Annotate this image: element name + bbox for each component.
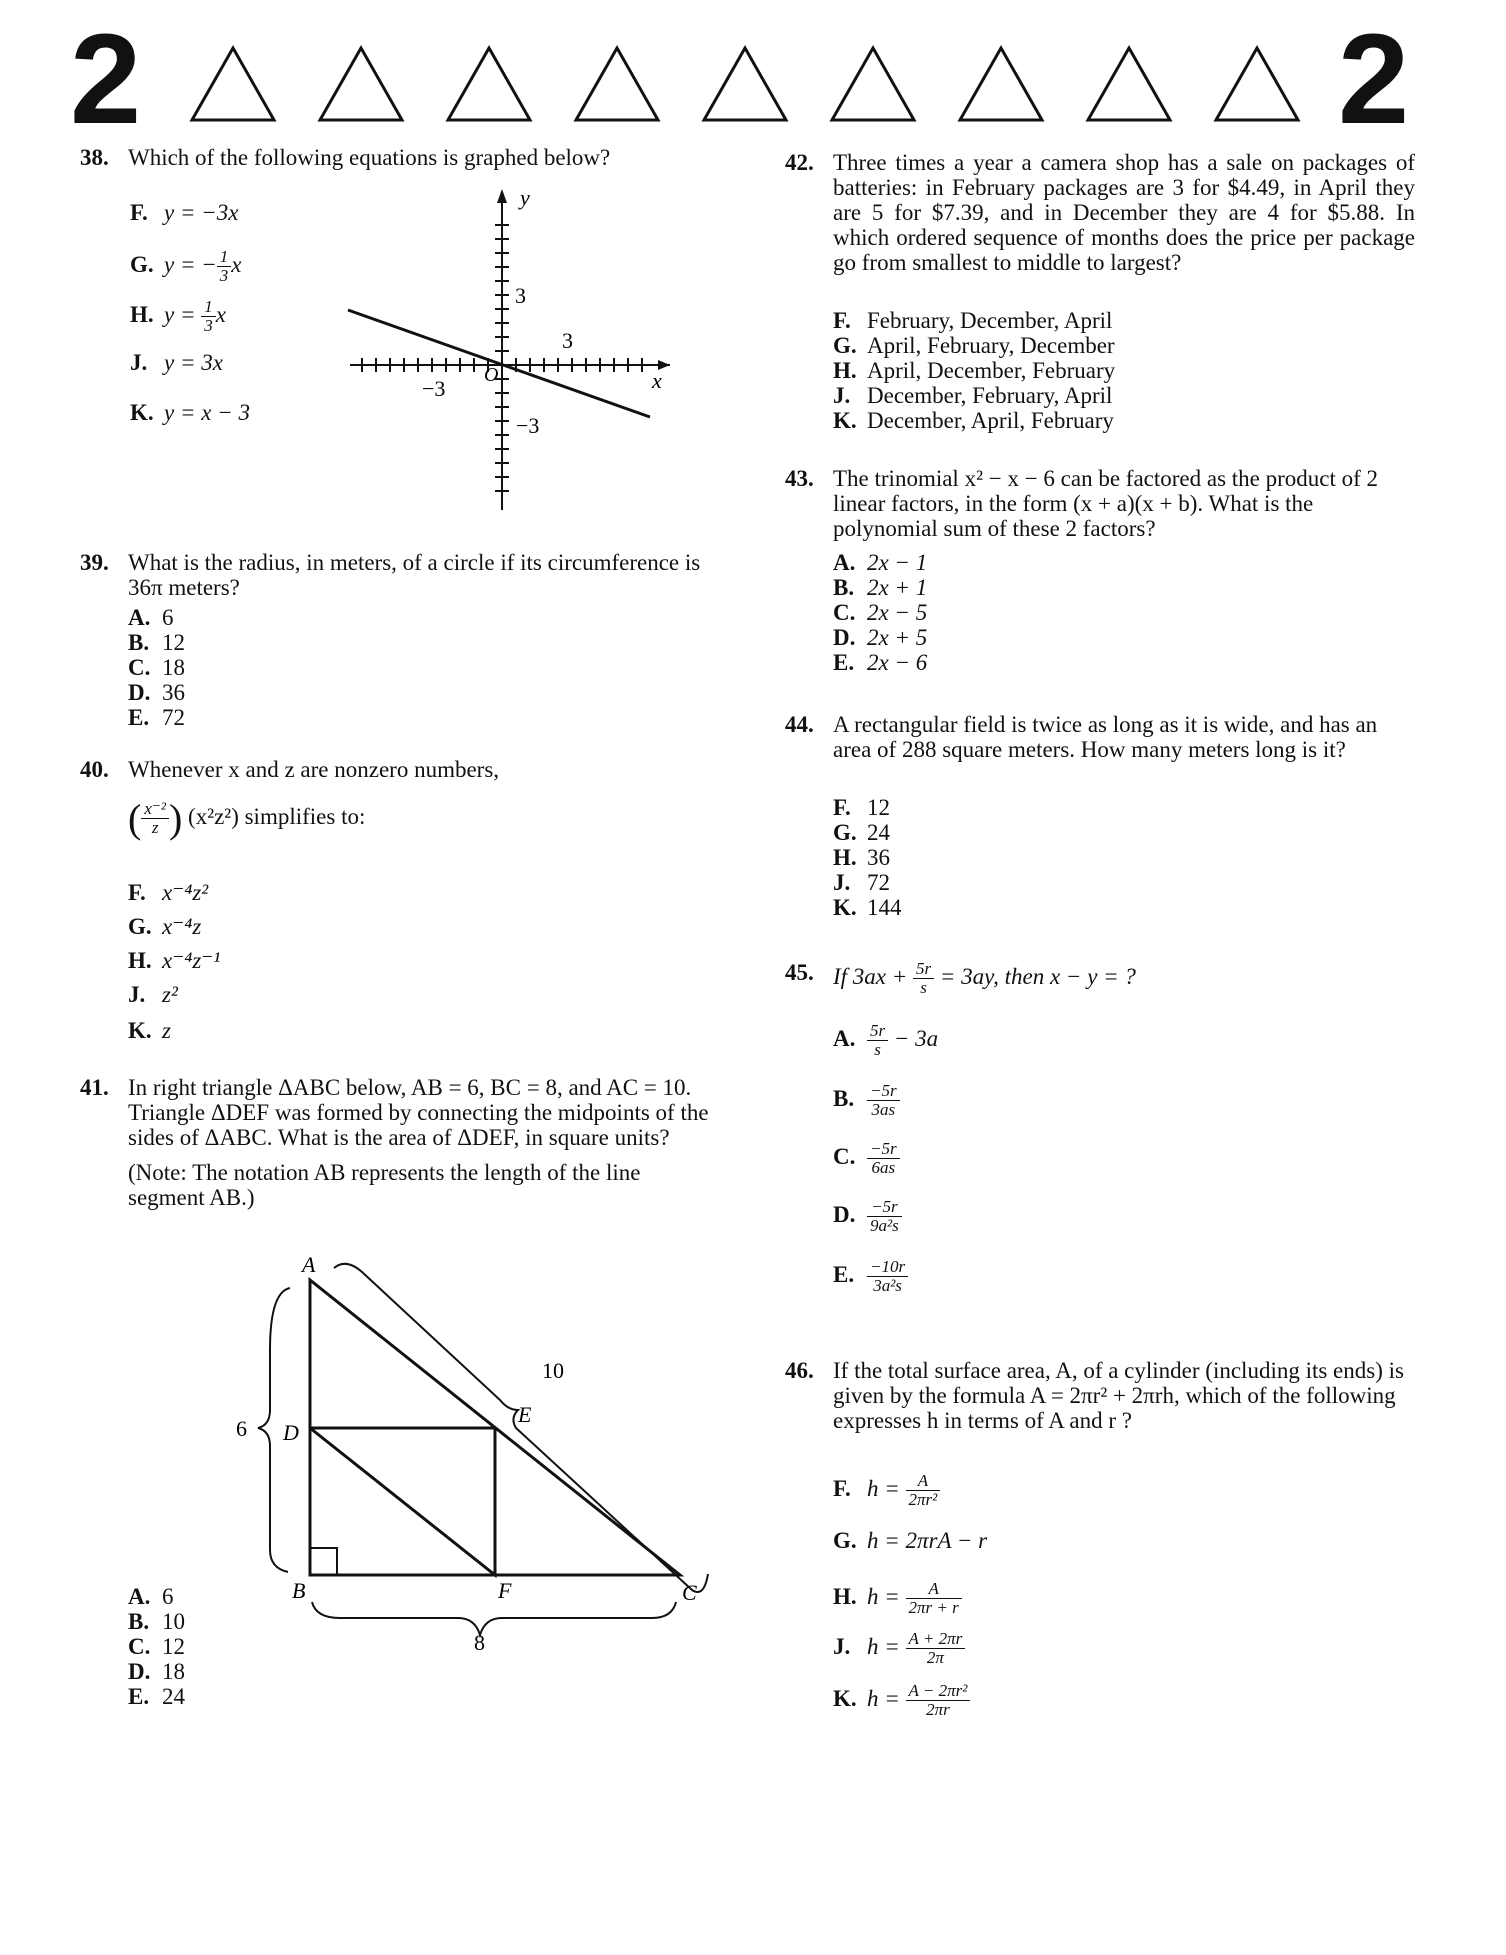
option-letter: K. xyxy=(833,1685,857,1711)
question-number: 39. xyxy=(80,550,109,575)
fraction xyxy=(867,1258,908,1295)
option-text: x⁻⁴z² xyxy=(162,880,209,905)
option-letter: E. xyxy=(128,705,150,730)
option-text: 72 xyxy=(162,705,185,730)
fraction-denominator: 3as xyxy=(871,1100,896,1119)
option-k[interactable] xyxy=(833,895,902,921)
triangle-icon xyxy=(700,44,790,124)
option-letter: G. xyxy=(833,1528,857,1553)
variable: x xyxy=(215,301,226,327)
q41-figure xyxy=(230,1250,720,1670)
option-text: 2x + 1 xyxy=(867,575,928,600)
option-d[interactable] xyxy=(128,680,185,706)
fraction xyxy=(867,1140,900,1177)
option-letter: K. xyxy=(128,1018,152,1043)
option-text: 36 xyxy=(867,845,890,870)
option-letter: J. xyxy=(833,1633,851,1659)
option-prefix: h = xyxy=(867,1685,900,1711)
option-j[interactable] xyxy=(833,1630,965,1667)
option-letter: B. xyxy=(833,1085,855,1111)
fraction-denominator: z xyxy=(151,818,159,837)
option-text: 6 xyxy=(162,1584,174,1609)
option-j[interactable] xyxy=(833,870,890,896)
question-45 xyxy=(785,960,1415,997)
option-prefix: h = xyxy=(867,1528,900,1553)
option-letter: G. xyxy=(128,914,152,939)
option-c[interactable] xyxy=(833,600,927,626)
option-b[interactable] xyxy=(833,575,927,601)
y-axis-arrow xyxy=(497,189,507,203)
option-f[interactable] xyxy=(833,308,1112,334)
fraction-numerator: 5r xyxy=(867,1022,888,1041)
option-letter: A. xyxy=(833,1025,856,1051)
option-g[interactable] xyxy=(833,333,1115,359)
option-letter: B. xyxy=(128,1609,150,1634)
option-e[interactable] xyxy=(833,650,927,676)
option-f[interactable] xyxy=(128,880,208,906)
option-letter: K. xyxy=(833,895,857,920)
option-h[interactable] xyxy=(833,1580,962,1617)
option-text: 6 xyxy=(162,605,174,630)
option-k[interactable] xyxy=(833,1682,970,1719)
right-angle-mark xyxy=(310,1548,337,1575)
expression-text: (x²z²) simplifies to: xyxy=(188,803,366,829)
question-number: 42. xyxy=(785,150,814,175)
option-d[interactable] xyxy=(833,1198,902,1235)
option-text: y = x − 3 xyxy=(164,400,250,425)
option-b[interactable] xyxy=(833,1082,900,1119)
option-text: x⁻⁴z xyxy=(162,914,202,939)
side-bc-length: 8 xyxy=(474,1630,485,1655)
option-letter: C. xyxy=(833,1143,856,1169)
option-letter: E. xyxy=(833,650,855,675)
option-text: 72 xyxy=(867,870,890,895)
option-e[interactable] xyxy=(128,705,185,731)
option-letter: B. xyxy=(833,575,855,600)
option-c[interactable] xyxy=(128,1634,185,1660)
question-number: 41. xyxy=(80,1075,109,1100)
option-letter: J. xyxy=(833,383,851,408)
option-letter: B. xyxy=(128,630,150,655)
fraction-denominator: 3a²s xyxy=(873,1276,902,1295)
option-text: z² xyxy=(162,982,178,1007)
option-text: 2x − 6 xyxy=(867,650,928,675)
option-text: y = xyxy=(164,301,196,327)
option-f[interactable] xyxy=(833,1472,940,1509)
graph-line xyxy=(348,310,650,417)
option-letter: C. xyxy=(128,1634,151,1659)
option-j[interactable] xyxy=(130,350,223,376)
option-prefix: h = xyxy=(867,1633,900,1659)
option-k[interactable] xyxy=(833,408,1114,434)
option-text: x⁻⁴z⁻¹ xyxy=(162,948,221,973)
option-letter: E. xyxy=(833,1261,855,1287)
tick-label-xneg3: −3 xyxy=(422,376,446,401)
option-letter: D. xyxy=(833,1201,856,1227)
option-letter: G. xyxy=(130,251,154,277)
q38-graph xyxy=(340,185,680,515)
tick-label-y3: 3 xyxy=(515,283,526,308)
brace-bc xyxy=(312,1602,676,1635)
fraction xyxy=(867,1022,888,1059)
option-d[interactable] xyxy=(128,1659,185,1685)
section-number-right: 2 xyxy=(1338,8,1410,151)
fraction-denominator: s xyxy=(920,978,927,997)
q40-expression: ( $\frac{\text{x⁻²}}{z}$ ) (x²z²) simplifies to: xyxy=(128,796,366,841)
variable: x xyxy=(231,251,242,277)
option-h[interactable] xyxy=(833,358,1115,384)
option-letter: J. xyxy=(128,982,146,1007)
option-text: 18 xyxy=(162,655,185,680)
question-text: Three times a year a camera shop has a sale on packages of batteries: in February packages are 3 for $4.49, in April they are 5 for $7.39, and in December they are 4 for $5.88. In which ordered sequence of months does the price per package go from smallest to middle to largest? xyxy=(833,150,1415,275)
fraction-numerator: −5r xyxy=(867,1082,900,1101)
option-h[interactable] xyxy=(130,298,226,335)
vertex-b-label: B xyxy=(292,1578,306,1603)
y-axis-label: y xyxy=(520,185,530,210)
option-text: 18 xyxy=(162,1659,185,1684)
option-c[interactable] xyxy=(833,1140,900,1177)
fraction-denominator: 9a²s xyxy=(870,1216,899,1235)
question-text: If the total surface area, A, of a cylinder (including its ends) is given by the formula A = 2πr² + 2πrh, which of the following expresses h in terms of A and r ? xyxy=(833,1358,1404,1433)
option-a[interactable] xyxy=(833,550,927,576)
option-text: 2x + 5 xyxy=(867,625,928,650)
option-letter: F. xyxy=(833,308,851,333)
vertex-d-label: D xyxy=(283,1420,299,1445)
origin-label: O xyxy=(484,364,499,386)
option-letter: D. xyxy=(128,680,151,705)
fraction xyxy=(906,1630,966,1667)
option-h[interactable] xyxy=(128,948,220,974)
option-text: y = −3x xyxy=(164,200,239,225)
option-letter: H. xyxy=(128,948,152,973)
question-43 xyxy=(785,466,1415,541)
question-41 xyxy=(80,1075,720,1210)
option-letter: F. xyxy=(833,1475,851,1501)
option-prefix: h = xyxy=(867,1583,900,1609)
option-letter: E. xyxy=(128,1684,150,1709)
option-text: y = − xyxy=(164,251,217,277)
option-letter: F. xyxy=(833,795,851,820)
question-text: In right triangle ΔABC below, AB = 6, BC = 8, and AC = 10. Triangle ΔDEF was formed by connecting the midpoints of the sides of ΔABC. What is the area of ΔDEF, in square units? xyxy=(128,1075,709,1150)
option-letter: F. xyxy=(130,200,148,225)
fraction xyxy=(141,800,169,837)
option-text: December, April, February xyxy=(867,408,1114,433)
triangle-icon xyxy=(956,44,1046,124)
fraction-denominator: 2πr + r xyxy=(908,1598,959,1617)
fraction xyxy=(217,248,232,285)
option-text: February, December, April xyxy=(867,308,1113,333)
option-a[interactable] xyxy=(833,1022,938,1059)
question-40 xyxy=(80,757,720,782)
question-number: 38. xyxy=(80,145,109,170)
equation-right: = 3ay, then x − y = ? xyxy=(939,963,1136,989)
option-letter: F. xyxy=(128,880,146,905)
vertex-c-label: C xyxy=(682,1580,697,1605)
option-a[interactable] xyxy=(128,1584,174,1610)
fraction-numerator: −10r xyxy=(867,1258,908,1277)
equation-left: If 3ax + xyxy=(833,963,908,989)
fraction-denominator: 2π xyxy=(926,1648,944,1667)
option-text: 12 xyxy=(162,630,185,655)
tick-label-x3: 3 xyxy=(562,328,573,353)
fraction-numerator: A − 2πr² xyxy=(906,1682,971,1701)
vertex-f-label: F xyxy=(498,1578,512,1603)
option-text: 2πrA − r xyxy=(905,1528,988,1553)
fraction-numerator: A xyxy=(906,1580,962,1599)
fraction-denominator: s xyxy=(874,1040,881,1059)
question-46 xyxy=(785,1358,1415,1433)
option-a[interactable] xyxy=(128,605,174,631)
fraction xyxy=(906,1580,962,1617)
x-axis-label: x xyxy=(652,368,662,393)
option-letter: C. xyxy=(833,600,856,625)
option-g[interactable] xyxy=(833,1528,987,1554)
option-text: 2x − 5 xyxy=(867,600,928,625)
question-number: 43. xyxy=(785,466,814,491)
triangle-icon xyxy=(828,44,918,124)
fraction-numerator: −5r xyxy=(867,1140,900,1159)
option-text: − 3a xyxy=(893,1025,939,1051)
question-text: Whenever x and z are nonzero numbers, xyxy=(128,757,500,782)
option-letter: D. xyxy=(833,625,856,650)
fraction-numerator: A xyxy=(906,1472,941,1491)
fraction-numerator: 1 xyxy=(201,298,216,317)
fraction-denominator: 2πr xyxy=(926,1700,950,1719)
option-text: April, February, December xyxy=(867,333,1115,358)
question-text: Which of the following equations is graphed below? xyxy=(128,145,611,170)
fraction xyxy=(201,298,216,335)
fraction-numerator: A + 2πr xyxy=(906,1630,966,1649)
option-letter: C. xyxy=(128,655,151,680)
question-number: 46. xyxy=(785,1358,814,1383)
option-e[interactable] xyxy=(833,1258,908,1295)
fraction-numerator: 1 xyxy=(217,248,232,267)
triangle-icon xyxy=(316,44,406,124)
fraction-denominator: 3 xyxy=(204,316,213,335)
fraction xyxy=(867,1082,900,1119)
side-ac-length: 10 xyxy=(542,1358,564,1383)
option-text: 12 xyxy=(867,795,890,820)
fraction xyxy=(906,1472,941,1509)
question-number: 40. xyxy=(80,757,109,782)
option-text: 24 xyxy=(162,1684,185,1709)
option-letter: J. xyxy=(833,870,851,895)
option-text: 2x − 1 xyxy=(867,550,928,575)
option-text: 144 xyxy=(867,895,902,920)
option-text: z xyxy=(162,1018,171,1043)
question-38 xyxy=(80,145,700,170)
option-letter: H. xyxy=(833,358,857,383)
option-letter: H. xyxy=(833,845,857,870)
fraction-numerator: 5r xyxy=(913,960,934,979)
option-d[interactable] xyxy=(833,625,927,651)
fraction xyxy=(906,1682,971,1719)
triangle-icon xyxy=(572,44,662,124)
question-44 xyxy=(785,712,1415,762)
section-number-left: 2 xyxy=(70,8,142,151)
triangle-icon xyxy=(188,44,278,124)
triangle-icon xyxy=(1084,44,1174,124)
option-j[interactable] xyxy=(833,383,1112,409)
option-text: April, December, February xyxy=(867,358,1116,383)
option-j[interactable] xyxy=(128,982,178,1008)
option-letter: J. xyxy=(130,350,148,375)
fraction xyxy=(913,960,934,997)
fraction-numerator: −5r xyxy=(867,1198,902,1217)
option-b[interactable] xyxy=(128,630,185,656)
question-number: 44. xyxy=(785,712,814,737)
option-prefix: h = xyxy=(867,1475,900,1501)
question-text: A rectangular field is twice as long as it is wide, and has an area of 288 square meters. How many meters long is it? xyxy=(833,712,1378,762)
question-note: (Note: The notation AB represents the length of the line segment AB.) xyxy=(128,1160,641,1210)
vertex-e-label: E xyxy=(518,1402,532,1427)
triangle-icon xyxy=(1212,44,1302,124)
triangle-row xyxy=(188,44,1288,134)
question-39 xyxy=(80,550,720,600)
option-text: 24 xyxy=(867,820,890,845)
option-letter: K. xyxy=(833,408,857,433)
option-text: y = 3x xyxy=(164,350,223,375)
option-f[interactable] xyxy=(130,200,238,226)
question-text: The trinomial x² − x − 6 can be factored as the product of 2 linear factors, in the form (x + a)(x + b). What is the polynomial sum of these 2 factors? xyxy=(833,466,1379,541)
option-k[interactable] xyxy=(130,400,250,426)
option-letter: G. xyxy=(833,820,857,845)
page-header xyxy=(70,8,1410,151)
option-letter: A. xyxy=(128,1584,151,1609)
fraction xyxy=(867,1198,902,1235)
option-c[interactable] xyxy=(128,655,185,681)
triangle-icon xyxy=(444,44,534,124)
option-text: 12 xyxy=(162,1634,185,1659)
fraction-numerator: x⁻² xyxy=(141,800,169,819)
option-letter: D. xyxy=(128,1659,151,1684)
option-letter: A. xyxy=(833,550,856,575)
option-g[interactable] xyxy=(130,248,241,285)
question-number: 45. xyxy=(785,960,814,985)
question-text: What is the radius, in meters, of a circle if its circumference is 36π meters? xyxy=(128,550,701,600)
option-letter: G. xyxy=(833,333,857,358)
option-h[interactable] xyxy=(833,845,890,871)
side-ab-length: 6 xyxy=(236,1416,247,1441)
option-g[interactable] xyxy=(128,914,201,940)
option-letter: H. xyxy=(130,301,154,327)
option-b[interactable] xyxy=(128,1609,185,1635)
fraction-denominator: 3 xyxy=(219,266,229,285)
fraction-denominator: 6as xyxy=(871,1158,896,1177)
option-text: December, February, April xyxy=(867,383,1113,408)
option-e[interactable] xyxy=(128,1684,185,1710)
option-letter: H. xyxy=(833,1583,857,1609)
vertex-a-label: A xyxy=(302,1252,316,1277)
option-letter: K. xyxy=(130,400,154,425)
option-g[interactable] xyxy=(833,820,890,846)
option-text: 36 xyxy=(162,680,185,705)
fraction-denominator: 2πr² xyxy=(908,1490,938,1509)
option-f[interactable] xyxy=(833,795,890,821)
tick-label-yneg3: −3 xyxy=(516,413,540,438)
option-text: 10 xyxy=(162,1609,185,1634)
question-42 xyxy=(785,150,1415,275)
option-k[interactable] xyxy=(128,1018,171,1044)
option-letter: A. xyxy=(128,605,151,630)
